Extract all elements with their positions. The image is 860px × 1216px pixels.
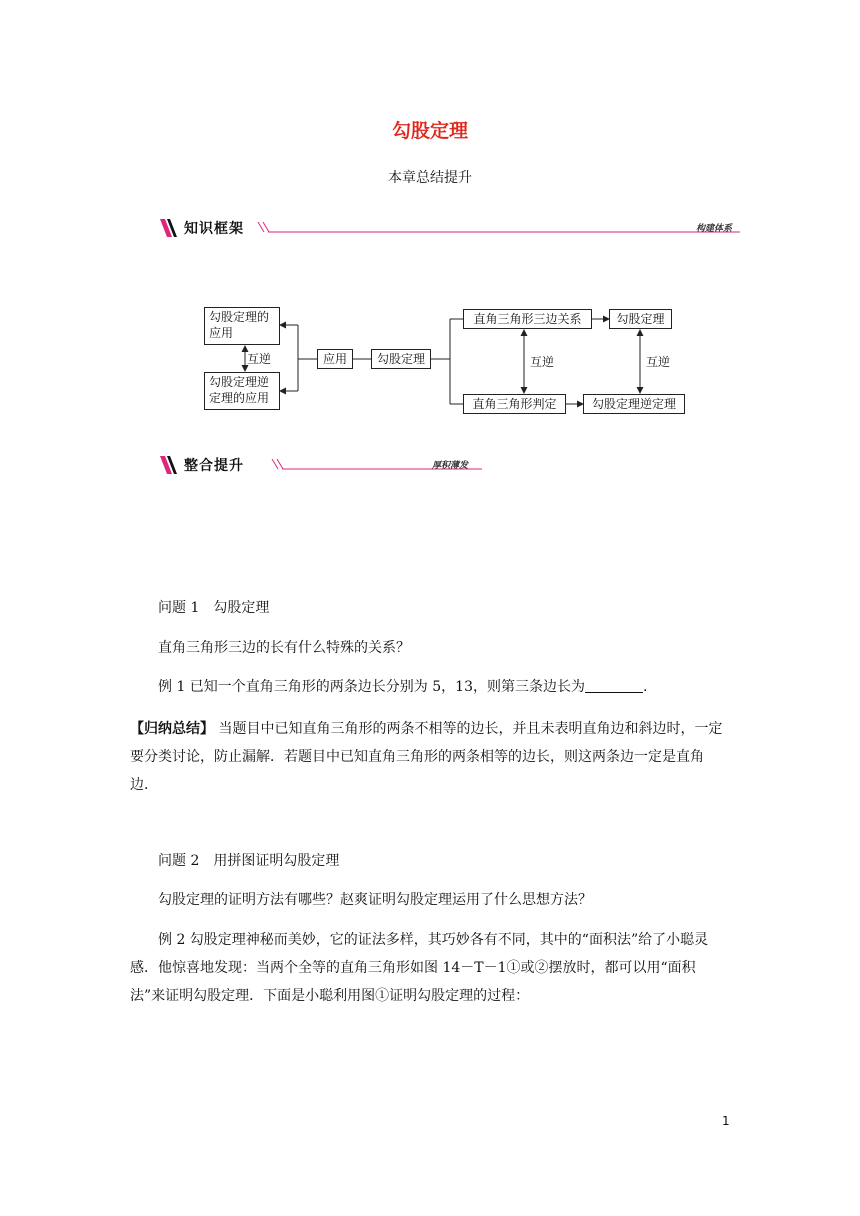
box-line: 勾股定理的 [209, 310, 270, 324]
box-converse-application [204, 372, 280, 410]
label-mutual-mid: 互逆 [530, 355, 555, 369]
section-tag: 厚积薄发 [432, 461, 469, 471]
page-number: 1 [722, 1114, 730, 1128]
box-line: 勾股定理逆 [209, 375, 270, 389]
box-converse-theorem: 勾股定理逆定理 [583, 394, 685, 414]
box-line: 应用 [209, 326, 234, 340]
label-mutual-right: 互逆 [646, 355, 671, 369]
q2-question: 勾股定理的证明方法有哪些？赵爽证明勾股定理运用了什么思想方法？ [158, 892, 592, 908]
summary-text: 当题目中已知直角三角形的两条不相等的边长，并且未表明直角边和斜边时，一定要分类讨论，防止漏解．若题目中已知直角三角形的两条相等的边长，则这两条边一定是直角边． [130, 721, 723, 793]
example-1 [130, 673, 730, 701]
box-line: 定理的应用 [209, 391, 270, 405]
section-bar-icon [160, 456, 182, 474]
example-1-end: . [642, 679, 648, 695]
section-header-integration [160, 455, 480, 479]
section-tag: 构建体系 [696, 224, 733, 234]
box-theorem: 勾股定理 [371, 349, 431, 369]
box-apply: 应用 [317, 349, 353, 369]
label-mutual-left: 互逆 [247, 352, 272, 366]
box-theorem-application [204, 307, 280, 345]
box-three-sides-relation: 直角三角形三边关系 [463, 309, 592, 329]
example-2: 例 2 勾股定理神秘而美妙，它的证法多样，其巧妙各有不同，其中的“面积法”给了小聪灵感．他惊喜地发现：当两个全等的直角三角形如图 14－T－1①或②摆放时，都可以用“面积法”来证明勾股定理．下面是小聪利用图①证明勾股定理的过程： [130, 932, 709, 1004]
box-right-triangle-judgment: 直角三角形判定 [463, 394, 566, 414]
summary [130, 715, 730, 799]
example-1-text: 例 1 已知一个直角三角形的两条边长分别为 5，13，则第三条边长为 [158, 679, 585, 695]
q1-question: 直角三角形三边的长有什么特殊的关系？ [158, 640, 410, 656]
page-subtitle: 本章总结提升 [388, 170, 472, 186]
summary-label: 【归纳总结】 [130, 721, 214, 737]
box-theorem-right: 勾股定理 [609, 309, 672, 329]
q2-heading: 问题 2 用拼图证明勾股定理 [158, 853, 340, 869]
answer-blank[interactable] [585, 678, 643, 693]
page-title: 勾股定理 [391, 120, 468, 142]
q1-heading: 问题 1 勾股定理 [158, 600, 270, 616]
section-label: 整合提升 [184, 458, 244, 474]
section-label: 知识框架 [184, 221, 244, 237]
knowledge-framework-diagram [0, 0, 860, 420]
